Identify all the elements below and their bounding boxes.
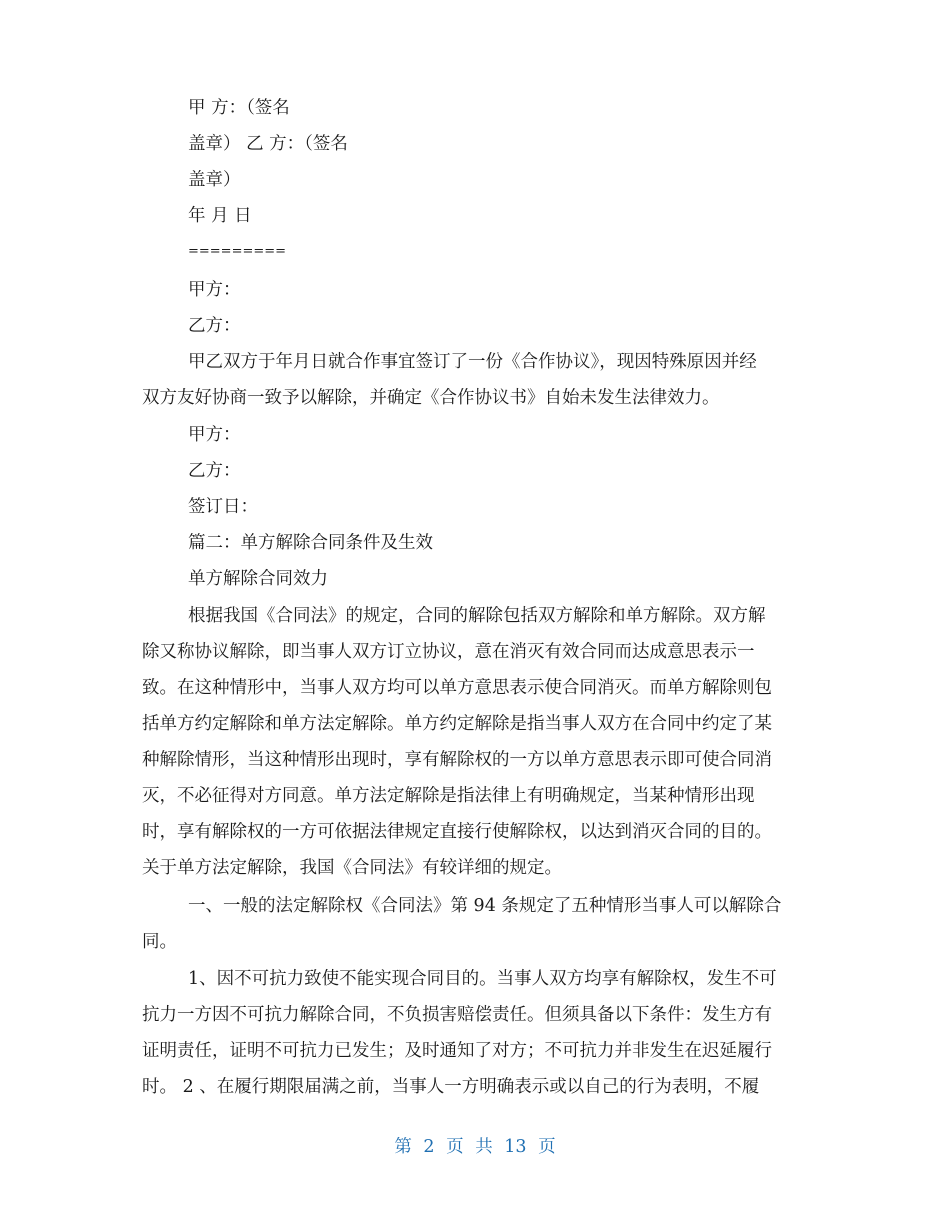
footer-suffix: 页 bbox=[538, 1137, 556, 1157]
footer-page-label: 页 bbox=[446, 1137, 464, 1157]
paragraph-line: 抗力一方因不可抗力解除合同，不负损害赔偿责任。但须具备以下条件：发生方有 bbox=[142, 1005, 772, 1025]
paragraph-line: 根据我国《合同法》的规定，合同的解除包括双方解除和单方解除。双方解 bbox=[188, 606, 766, 626]
party-a-label: 甲方： bbox=[188, 280, 241, 300]
date-line: 年 月 日 bbox=[188, 206, 252, 226]
paragraph-line: 双方友好协商一致予以解除，并确定《合作协议书》自始未发生法律效力。 bbox=[142, 388, 720, 408]
party-b-label: 乙方： bbox=[188, 316, 241, 336]
paragraph-line: 关于单方法定解除，我国《合同法》有较详细的规定。 bbox=[142, 858, 562, 878]
paragraph-line: 证明责任，证明不可抗力已发生；及时通知了对方；不可抗力并非发生在迟延履行 bbox=[142, 1041, 772, 1061]
paragraph-line: 时，享有解除权的一方可依据法律规定直接行使解除权，以达到消灭合同的目的。 bbox=[142, 822, 772, 842]
paragraph-line: 1、因不可抗力致使不能实现合同目的。当事人双方均享有解除权，发生不可 bbox=[188, 969, 777, 989]
signature-line-party-b: 盖章） 乙 方：（签名 bbox=[188, 134, 348, 154]
paragraph-line: 种解除情形，当这种情形出现时，享有解除权的一方以单方意思表示即可使合同消 bbox=[142, 750, 772, 770]
section-subheading: 单方解除合同效力 bbox=[188, 569, 328, 589]
footer-total-pages: 13 bbox=[504, 1137, 527, 1157]
footer-total-label: 共 bbox=[475, 1137, 493, 1157]
signature-line-seal: 盖章） bbox=[188, 170, 241, 190]
paragraph-line: 甲乙双方于年月日就合作事宜签订了一份《合作协议》，现因特殊原因并经 bbox=[188, 352, 757, 372]
paragraph-line: 除又称协议解除，即当事人双方订立协议，意在消灭有效合同而达成意思表示一 bbox=[142, 642, 755, 662]
paragraph-line: 一、一般的法定解除权《合同法》第 94 条规定了五种情形当事人可以解除合 bbox=[188, 896, 782, 916]
signing-date-label: 签订日： bbox=[188, 497, 258, 517]
footer-prefix: 第 bbox=[394, 1137, 412, 1157]
section-heading: 篇二：单方解除合同条件及生效 bbox=[188, 533, 433, 553]
paragraph-line: 致。在这种情形中，当事人双方均可以单方意思表示使合同消灭。而单方解除则包 bbox=[142, 678, 772, 698]
paragraph-line: 时。 2 、在履行期限届满之前，当事人一方明确表示或以自己的行为表明，不履 bbox=[142, 1077, 760, 1097]
party-b-label: 乙方： bbox=[188, 461, 241, 481]
paragraph-line: 括单方约定解除和单方法定解除。单方约定解除是指当事人双方在合同中约定了某 bbox=[142, 714, 772, 734]
paragraph-line: 灭，不必征得对方同意。单方法定解除是指法律上有明确规定，当某种情形出现 bbox=[142, 786, 755, 806]
footer-page-number: 2 bbox=[423, 1137, 435, 1157]
paragraph-line: 同。 bbox=[142, 932, 177, 952]
separator-line: ========= bbox=[188, 244, 287, 259]
signature-line-party-a: 甲 方：（签名 bbox=[188, 98, 290, 118]
page-footer bbox=[0, 1136, 950, 1158]
party-a-label: 甲方： bbox=[188, 425, 241, 445]
